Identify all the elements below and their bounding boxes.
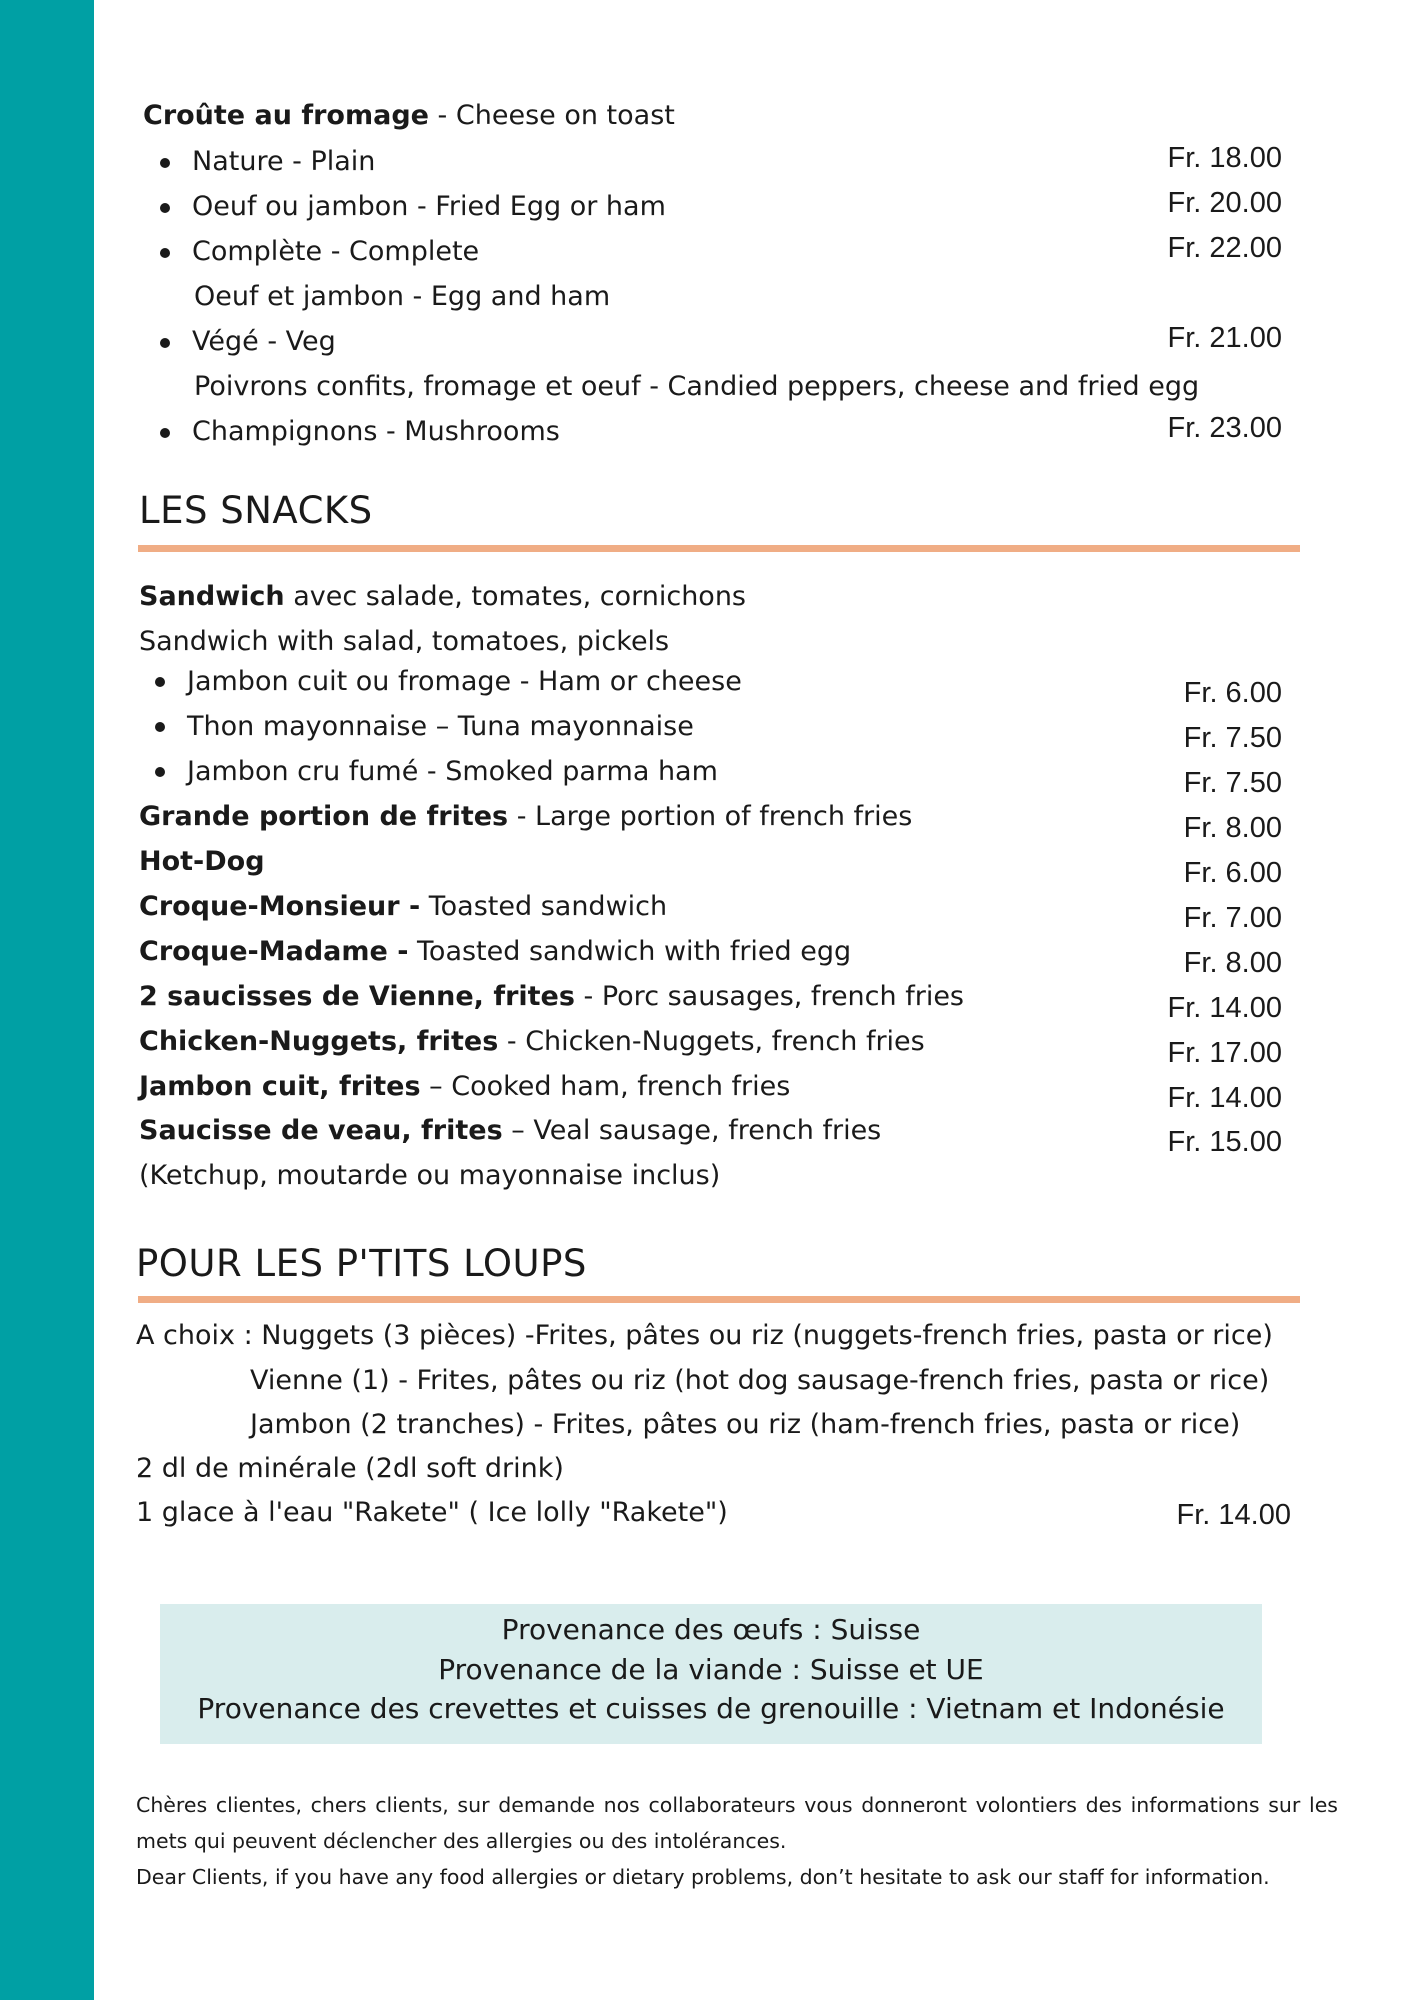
- snack-item-nuggets: [139, 1024, 925, 1060]
- kids-drink: 2 dl de minérale (2dl soft drink): [136, 1453, 564, 1484]
- snack-name: 2 saucisses de Vienne, frites: [139, 981, 575, 1012]
- bullet: [155, 677, 165, 687]
- snack-name: Chicken-Nuggets, frites: [139, 1026, 499, 1057]
- croute-title: Croûte au fromage: [143, 100, 429, 131]
- croute-price-nature: Fr. 18.00: [1167, 142, 1282, 174]
- sandwich-desc-fr: avec salade, tomates, cornichons: [284, 581, 747, 612]
- croute-heading: [143, 98, 675, 134]
- snack-price-croque-madame: Fr. 8.00: [1183, 947, 1282, 979]
- allergy-note-fr: Chères clientes, chers clients, sur demande nos collaborateurs vous donneront volontiers des informations sur les mets qui peuvent déclencher des allergies ou des intolérances.: [136, 1793, 1338, 1853]
- kids-choice-2: Vienne (1) - Frites, pâtes ou riz (hot dog sausage-french fries, pasta or rice): [250, 1365, 1270, 1396]
- snack-desc: - Chicken-Nuggets, french fries: [498, 1026, 925, 1057]
- snack-price-saucisses-vienne: Fr. 14.00: [1167, 992, 1282, 1024]
- croute-item-vege: Végé - Veg: [192, 326, 336, 357]
- kids-price: Fr. 14.00: [1176, 1499, 1291, 1531]
- origin-eggs: Provenance des œufs : Suisse: [501, 1613, 921, 1646]
- sandwich-heading: [139, 579, 746, 615]
- sandwich-item-jambon-cru: Jambon cru fumé - Smoked parma ham: [187, 756, 718, 787]
- snack-name: Croque-Madame -: [139, 936, 409, 967]
- croute-item-nature: Nature - Plain: [192, 146, 376, 177]
- sandwich-price-jambon-cru: Fr. 7.50: [1183, 767, 1282, 799]
- origin-seafood: Provenance des crevettes et cuisses de grenouille : Vietnam et Indonésie: [197, 1692, 1225, 1725]
- kids-divider: [138, 1296, 1300, 1303]
- kids-choice-text: Nuggets (3 pièces) -Frites, pâtes ou riz (nuggets-french fries, pasta or rice): [261, 1320, 1273, 1351]
- kids-ice: 1 glace à l'eau "Rakete" ( Ice lolly "Rakete"): [136, 1497, 728, 1528]
- snack-name: Saucisse de veau, frites: [139, 1115, 503, 1146]
- side-accent-bar: [0, 0, 94, 2000]
- snack-desc: – Cooked ham, french fries: [420, 1071, 791, 1102]
- snack-desc: - Large portion of french fries: [508, 801, 913, 832]
- snack-price-croque-monsieur: Fr. 7.00: [1183, 902, 1282, 934]
- croute-detail-complete: Oeuf et jambon - Egg and ham: [194, 281, 611, 312]
- snack-item-croque-madame: [139, 934, 851, 970]
- allergy-note-en: Dear Clients, if you have any food allergies or dietary problems, don’t hesitate to ask our staff for information.: [136, 1865, 1270, 1889]
- sandwich-title: Sandwich: [139, 581, 285, 612]
- snacks-divider: [138, 545, 1300, 552]
- bullet: [160, 248, 170, 258]
- croute-price-oeuf-jambon: Fr. 20.00: [1167, 187, 1282, 219]
- bullet: [155, 767, 165, 777]
- snack-price-frites: Fr. 8.00: [1183, 812, 1282, 844]
- snack-item-croque-monsieur: [139, 889, 667, 925]
- sandwich-price-jambon-fromage: Fr. 6.00: [1183, 677, 1282, 709]
- croute-detail-vege: Poivrons confits, fromage et oeuf - Candied peppers, cheese and fried egg: [194, 371, 1200, 402]
- bullet: [160, 428, 170, 438]
- croute-price-complete: Fr. 22.00: [1167, 232, 1282, 264]
- bullet: [160, 338, 170, 348]
- kids-choice-3: Jambon (2 tranches) - Frites, pâtes ou riz (ham-french fries, pasta or rice): [250, 1409, 1241, 1440]
- snack-item-jambon-cuit: [139, 1069, 790, 1105]
- snack-desc: Toasted sandwich: [420, 891, 668, 922]
- snack-desc: – Veal sausage, french fries: [502, 1115, 882, 1146]
- croute-item-champignons: Champignons - Mushrooms: [192, 416, 560, 447]
- snack-item-saucisses-vienne: [139, 979, 964, 1015]
- kids-choice-prefix: A choix :: [136, 1320, 262, 1351]
- croute-subtitle: - Cheese on toast: [428, 100, 675, 131]
- snack-price-saucisse-veau: Fr. 15.00: [1167, 1126, 1282, 1158]
- snack-name: Grande portion de frites: [139, 801, 509, 832]
- kids-choice-1: [136, 1318, 1273, 1354]
- bullet: [160, 158, 170, 168]
- croute-item-oeuf-jambon: Oeuf ou jambon - Fried Egg or ham: [192, 191, 666, 222]
- kids-heading: POUR LES P'TITS LOUPS: [136, 1242, 587, 1285]
- sandwich-price-thon: Fr. 7.50: [1183, 722, 1282, 754]
- croute-price-vege: Fr. 21.00: [1167, 322, 1282, 354]
- snack-item-saucisse-veau: [139, 1113, 881, 1149]
- croute-item-complete: Complète - Complete: [192, 236, 480, 267]
- snack-name: Jambon cuit, frites: [139, 1071, 421, 1102]
- snack-desc: - Porc sausages, french fries: [574, 981, 964, 1012]
- condiments-note: (Ketchup, moutarde ou mayonnaise inclus): [139, 1160, 721, 1191]
- bullet: [155, 722, 165, 732]
- snack-desc: Toasted sandwich with fried egg: [408, 936, 852, 967]
- snack-item-frites: [139, 799, 912, 835]
- sandwich-item-thon: Thon mayonnaise – Tuna mayonnaise: [187, 711, 694, 742]
- snack-price-jambon-cuit: Fr. 14.00: [1167, 1082, 1282, 1114]
- snack-name: Croque-Monsieur -: [139, 891, 421, 922]
- snack-price-nuggets: Fr. 17.00: [1167, 1037, 1282, 1069]
- snack-price-hotdog: Fr. 6.00: [1183, 857, 1282, 889]
- origin-box: [160, 1604, 1262, 1744]
- sandwich-item-jambon-fromage: Jambon cuit ou fromage - Ham or cheese: [187, 666, 742, 697]
- snack-name: Hot-Dog: [139, 846, 265, 877]
- snack-item-hotdog: [139, 844, 265, 880]
- sandwich-desc-en: Sandwich with salad, tomatoes, pickels: [139, 626, 670, 657]
- bullet: [160, 203, 170, 213]
- origin-meat: Provenance de la viande : Suisse et UE: [438, 1653, 984, 1686]
- croute-price-champignons: Fr. 23.00: [1167, 412, 1282, 444]
- snacks-heading: LES SNACKS: [139, 489, 373, 532]
